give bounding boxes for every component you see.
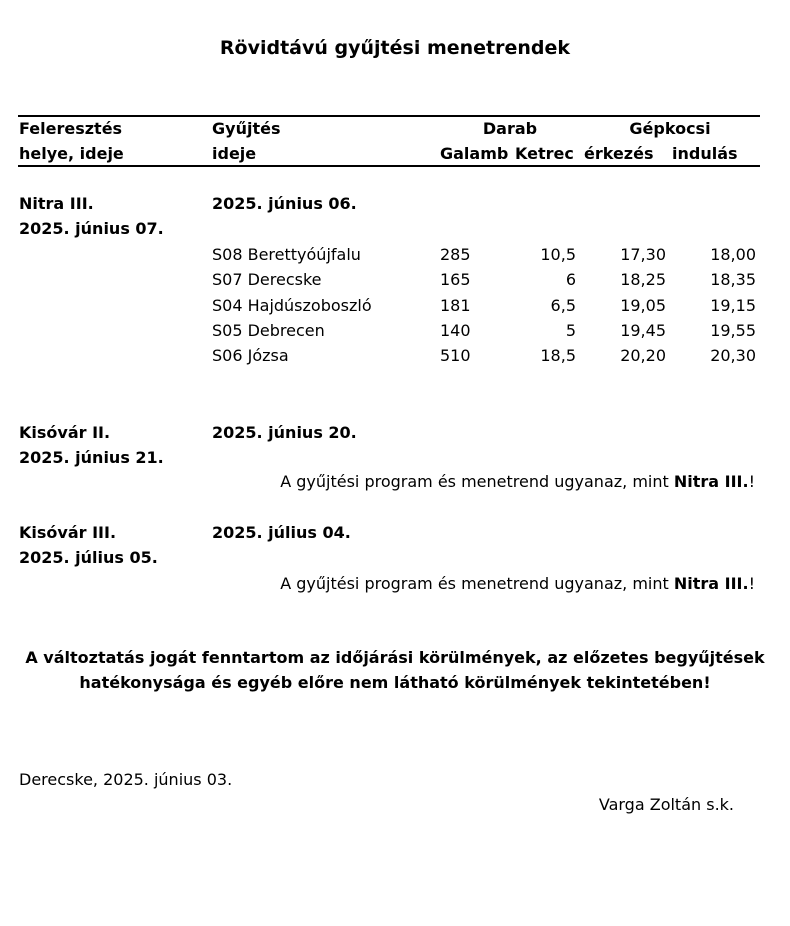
galamb-value: 181 — [440, 296, 471, 315]
ketrec-value: 5 — [565, 321, 576, 340]
galamb-value: 140 — [440, 321, 471, 340]
release-place: Nitra III. — [19, 194, 94, 213]
erkezes-value: 17,30 — [620, 245, 666, 264]
indulas-value: 18,35 — [710, 270, 756, 289]
release-date: 2025. június 21. — [19, 448, 164, 467]
station-name: S07 Derecske — [212, 270, 322, 289]
erkezes-value: 19,45 — [620, 321, 666, 340]
place-date: Derecske, 2025. június 03. — [19, 770, 233, 789]
station-name: S06 Józsa — [212, 346, 289, 365]
galamb-value: 285 — [440, 245, 471, 264]
indulas-value: 20,30 — [710, 346, 756, 365]
header-helye-ideje: helye, ideje — [19, 144, 124, 163]
same-program-note: A gyűjtési program és menetrend ugyanaz, mint Nitra III.! — [280, 472, 755, 491]
collection-date: 2025. június 06. — [212, 194, 357, 213]
collection-date: 2025. július 04. — [212, 523, 351, 542]
ketrec-value: 18,5 — [540, 346, 576, 365]
header-ketrec: Ketrec — [515, 144, 574, 163]
header-ideje: ideje — [212, 144, 257, 163]
erkezes-value: 18,25 — [620, 270, 666, 289]
ketrec-value: 6 — [565, 270, 576, 289]
header-bottom-rule — [18, 165, 760, 167]
signature: Varga Zoltán s.k. — [598, 795, 734, 814]
release-place: Kisóvár III. — [19, 523, 117, 542]
ketrec-value: 10,5 — [540, 245, 576, 264]
notice-line-1: A változtatás jogát fenntartom az időjárási körülmények, az előzetes begyűjtések — [25, 648, 765, 667]
header-feleresztes: Feleresztés — [19, 119, 123, 138]
collection-date: 2025. június 20. — [212, 423, 357, 442]
galamb-value: 165 — [440, 270, 471, 289]
station-name: S05 Debrecen — [212, 321, 325, 340]
station-name: S04 Hajdúszoboszló — [212, 296, 372, 315]
header-gyujtes: Gyűjtés — [212, 119, 281, 138]
indulas-value: 19,15 — [710, 296, 756, 315]
release-date: 2025. június 07. — [19, 219, 164, 238]
header-galamb: Galamb — [440, 144, 509, 163]
header-gepkocsi: Gépkocsi — [629, 119, 711, 138]
header-erkezes: érkezés — [584, 144, 654, 163]
header-darab: Darab — [482, 119, 538, 138]
indulas-value: 19,55 — [710, 321, 756, 340]
ketrec-value: 6,5 — [550, 296, 576, 315]
notice-line-2: hatékonysága és egyéb előre nem látható körülmények tekintetében! — [79, 673, 711, 692]
header-indulas: indulás — [672, 144, 738, 163]
page-title: Rövidtávú gyűjtési menetrendek — [219, 37, 571, 59]
release-date: 2025. július 05. — [19, 548, 158, 567]
station-name: S08 Berettyóújfalu — [212, 245, 361, 264]
header-top-rule — [18, 115, 760, 117]
same-program-note: A gyűjtési program és menetrend ugyanaz, mint Nitra III.! — [280, 574, 755, 593]
release-place: Kisóvár II. — [19, 423, 111, 442]
erkezes-value: 20,20 — [620, 346, 666, 365]
erkezes-value: 19,05 — [620, 296, 666, 315]
galamb-value: 510 — [440, 346, 471, 365]
indulas-value: 18,00 — [710, 245, 756, 264]
